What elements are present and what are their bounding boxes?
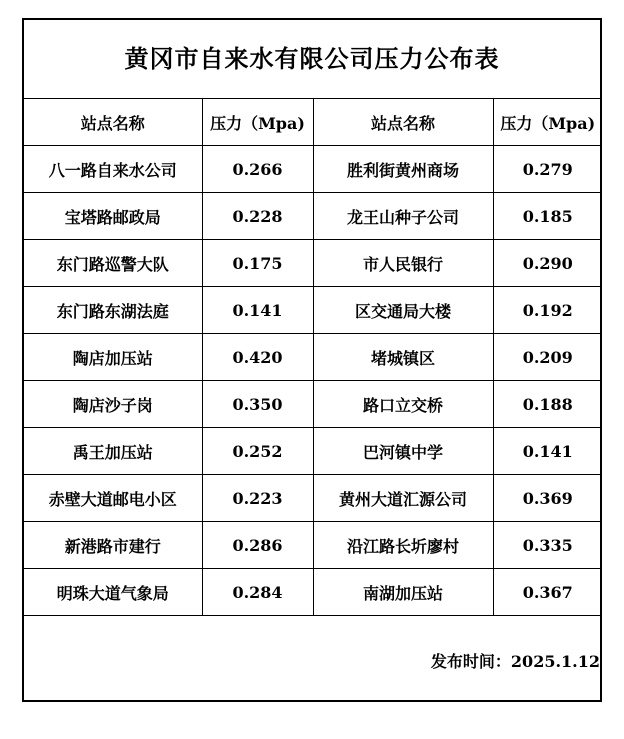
table-row [24, 287, 602, 334]
station-name-cell: 黄州大道汇源公司 [313, 475, 493, 522]
column-header-pressure-right: 压力（Mpa) [493, 99, 602, 146]
table-row [24, 240, 602, 287]
table-row [24, 522, 602, 569]
table-row [24, 334, 602, 381]
station-name-cell: 宝塔路邮政局 [24, 193, 202, 240]
publish-time [431, 649, 600, 672]
pressure-sheet [22, 18, 602, 702]
publish-time-label: 发布时间： [430, 652, 511, 671]
pressure-value-cell: 0.290 [493, 240, 602, 287]
station-name-cell: 南湖加压站 [313, 569, 493, 616]
station-name-cell: 市人民银行 [313, 240, 493, 287]
station-name-cell: 区交通局大楼 [313, 287, 493, 334]
sheet-footer [24, 618, 600, 702]
station-name-cell: 堵城镇区 [313, 334, 493, 381]
pressure-value-cell: 0.369 [493, 475, 602, 522]
table-row [24, 193, 602, 240]
pressure-value-cell: 0.286 [202, 522, 313, 569]
column-header-station-right: 站点名称 [313, 99, 493, 146]
station-name-cell: 明珠大道气象局 [24, 569, 202, 616]
pressure-value-cell: 0.223 [202, 475, 313, 522]
pressure-value-cell: 0.335 [493, 522, 602, 569]
station-name-cell: 沿江路长圻廖村 [313, 522, 493, 569]
pressure-value-cell: 0.141 [493, 428, 602, 475]
pressure-value-cell: 0.185 [493, 193, 602, 240]
station-name-cell: 新港路市建行 [24, 522, 202, 569]
table-row [24, 569, 602, 616]
pressure-value-cell: 0.141 [202, 287, 313, 334]
table-row [24, 428, 602, 475]
pressure-table [24, 98, 602, 616]
table-row [24, 381, 602, 428]
station-name-cell: 八一路自来水公司 [24, 146, 202, 193]
pressure-value-cell: 0.279 [493, 146, 602, 193]
station-name-cell: 东门路东湖法庭 [24, 287, 202, 334]
station-name-cell: 胜利街黄州商场 [313, 146, 493, 193]
station-name-cell: 巴河镇中学 [313, 428, 493, 475]
pressure-value-cell: 0.175 [202, 240, 313, 287]
publish-time-date: 2025.1.12 [510, 652, 600, 671]
station-name-cell: 东门路巡警大队 [24, 240, 202, 287]
column-header-pressure-left: 压力（Mpa) [202, 99, 313, 146]
table-row [24, 146, 602, 193]
pressure-value-cell: 0.266 [202, 146, 313, 193]
station-name-cell: 禹王加压站 [24, 428, 202, 475]
station-name-cell: 龙王山种子公司 [313, 193, 493, 240]
station-name-cell: 陶店加压站 [24, 334, 202, 381]
table-row [24, 475, 602, 522]
station-name-cell: 赤壁大道邮电小区 [24, 475, 202, 522]
column-header-station-left: 站点名称 [24, 99, 202, 146]
station-name-cell: 陶店沙子岗 [24, 381, 202, 428]
pressure-value-cell: 0.228 [202, 193, 313, 240]
pressure-value-cell: 0.209 [493, 334, 602, 381]
pressure-value-cell: 0.350 [202, 381, 313, 428]
pressure-value-cell: 0.252 [202, 428, 313, 475]
pressure-value-cell: 0.367 [493, 569, 602, 616]
pressure-value-cell: 0.188 [493, 381, 602, 428]
table-header-row [24, 99, 602, 146]
station-name-cell: 路口立交桥 [313, 381, 493, 428]
pressure-value-cell: 0.192 [493, 287, 602, 334]
pressure-value-cell: 0.284 [202, 569, 313, 616]
sheet-title: 黄冈市自来水有限公司压力公布表 [124, 44, 500, 73]
pressure-value-cell: 0.420 [202, 334, 313, 381]
